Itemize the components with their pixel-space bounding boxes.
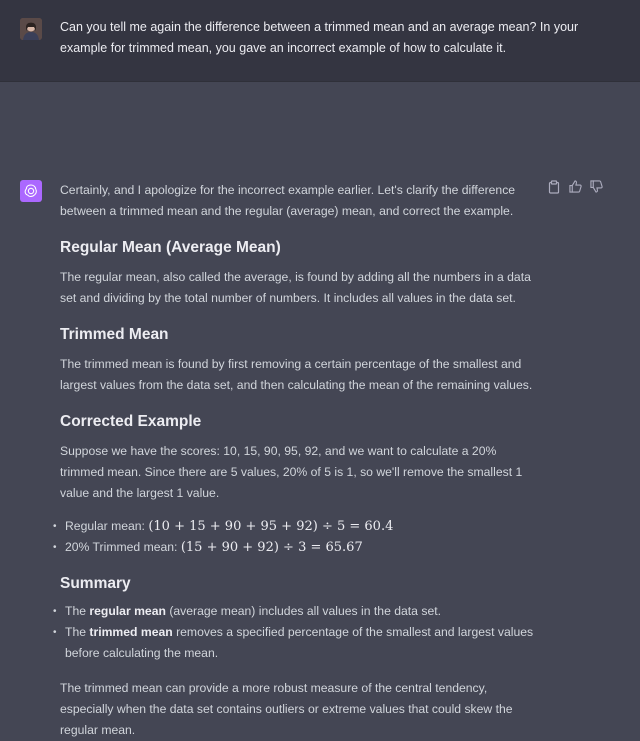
assistant-message-content xyxy=(60,180,540,741)
text-fragment: (average mean) includes all values in the data set. xyxy=(165,604,441,618)
user-message-text: Can you tell me again the difference between a trimmed mean and an average mean? In your example for trimmed mean, you gave an incorrect example of how to calculate it. xyxy=(60,20,579,55)
text-fragment: The xyxy=(65,625,90,639)
heading-corrected-example: Corrected Example xyxy=(60,413,202,430)
heading-regular-mean: Regular Mean (Average Mean) xyxy=(60,239,281,256)
paragraph-regular-mean: The regular mean, also called the average, is found by adding all the numbers in a data set and dividing by the total number of numbers. It includes all values in the data set. xyxy=(60,270,531,305)
user-message-row xyxy=(0,0,640,82)
bold-term: regular mean xyxy=(89,604,166,618)
bullet-label: 20% Trimmed mean: xyxy=(65,540,181,554)
heading-summary: Summary xyxy=(60,575,131,592)
bold-term: trimmed mean xyxy=(89,625,173,639)
list-item xyxy=(60,601,540,622)
math-expression: (15 + 90 + 92) ÷ 3 = 65.67 xyxy=(180,540,363,555)
user-avatar xyxy=(20,18,42,40)
openai-logo-icon xyxy=(20,180,42,202)
list-item xyxy=(60,622,540,664)
list-item xyxy=(60,516,540,537)
bullet-label: Regular mean: xyxy=(65,519,149,533)
paragraph-trimmed-mean: The trimmed mean is found by first removing a certain percentage of the smallest and largest values from the data set, and then calculating the mean of the remaining values. xyxy=(60,357,533,392)
paragraph-corrected-example: Suppose we have the scores: 10, 15, 90, 95, 92, and we want to calculate a 20% trimmed mean. Since there are 5 values, 20% of 5 is 1, so we'll remove the smallest 1 value and the largest 1 value. xyxy=(60,444,523,500)
list-item xyxy=(60,537,540,558)
example-list xyxy=(60,516,540,558)
text-fragment: removes a specified percentage of the smallest and largest values before calculating the mean. xyxy=(65,625,534,660)
math-expression: (10 + 15 + 90 + 95 + 92) ÷ 5 = 60.4 xyxy=(148,519,394,534)
summary-list xyxy=(60,601,540,664)
message-actions xyxy=(548,180,604,194)
heading-trimmed-mean: Trimmed Mean xyxy=(60,326,169,343)
closing-paragraph: The trimmed mean can provide a more robust measure of the central tendency, especially when the data set contains outliers or extreme values that could skew the regular mean. xyxy=(60,681,513,737)
thumbs-up-icon[interactable] xyxy=(569,180,583,194)
text-fragment: The xyxy=(65,604,90,618)
intro-paragraph: Certainly, and I apologize for the incorrect example earlier. Let's clarify the difference between a trimmed mean and the regular (average) mean, and correct the example. xyxy=(60,183,516,218)
thumbs-down-icon[interactable] xyxy=(590,180,604,194)
clipboard-icon[interactable] xyxy=(548,180,562,194)
